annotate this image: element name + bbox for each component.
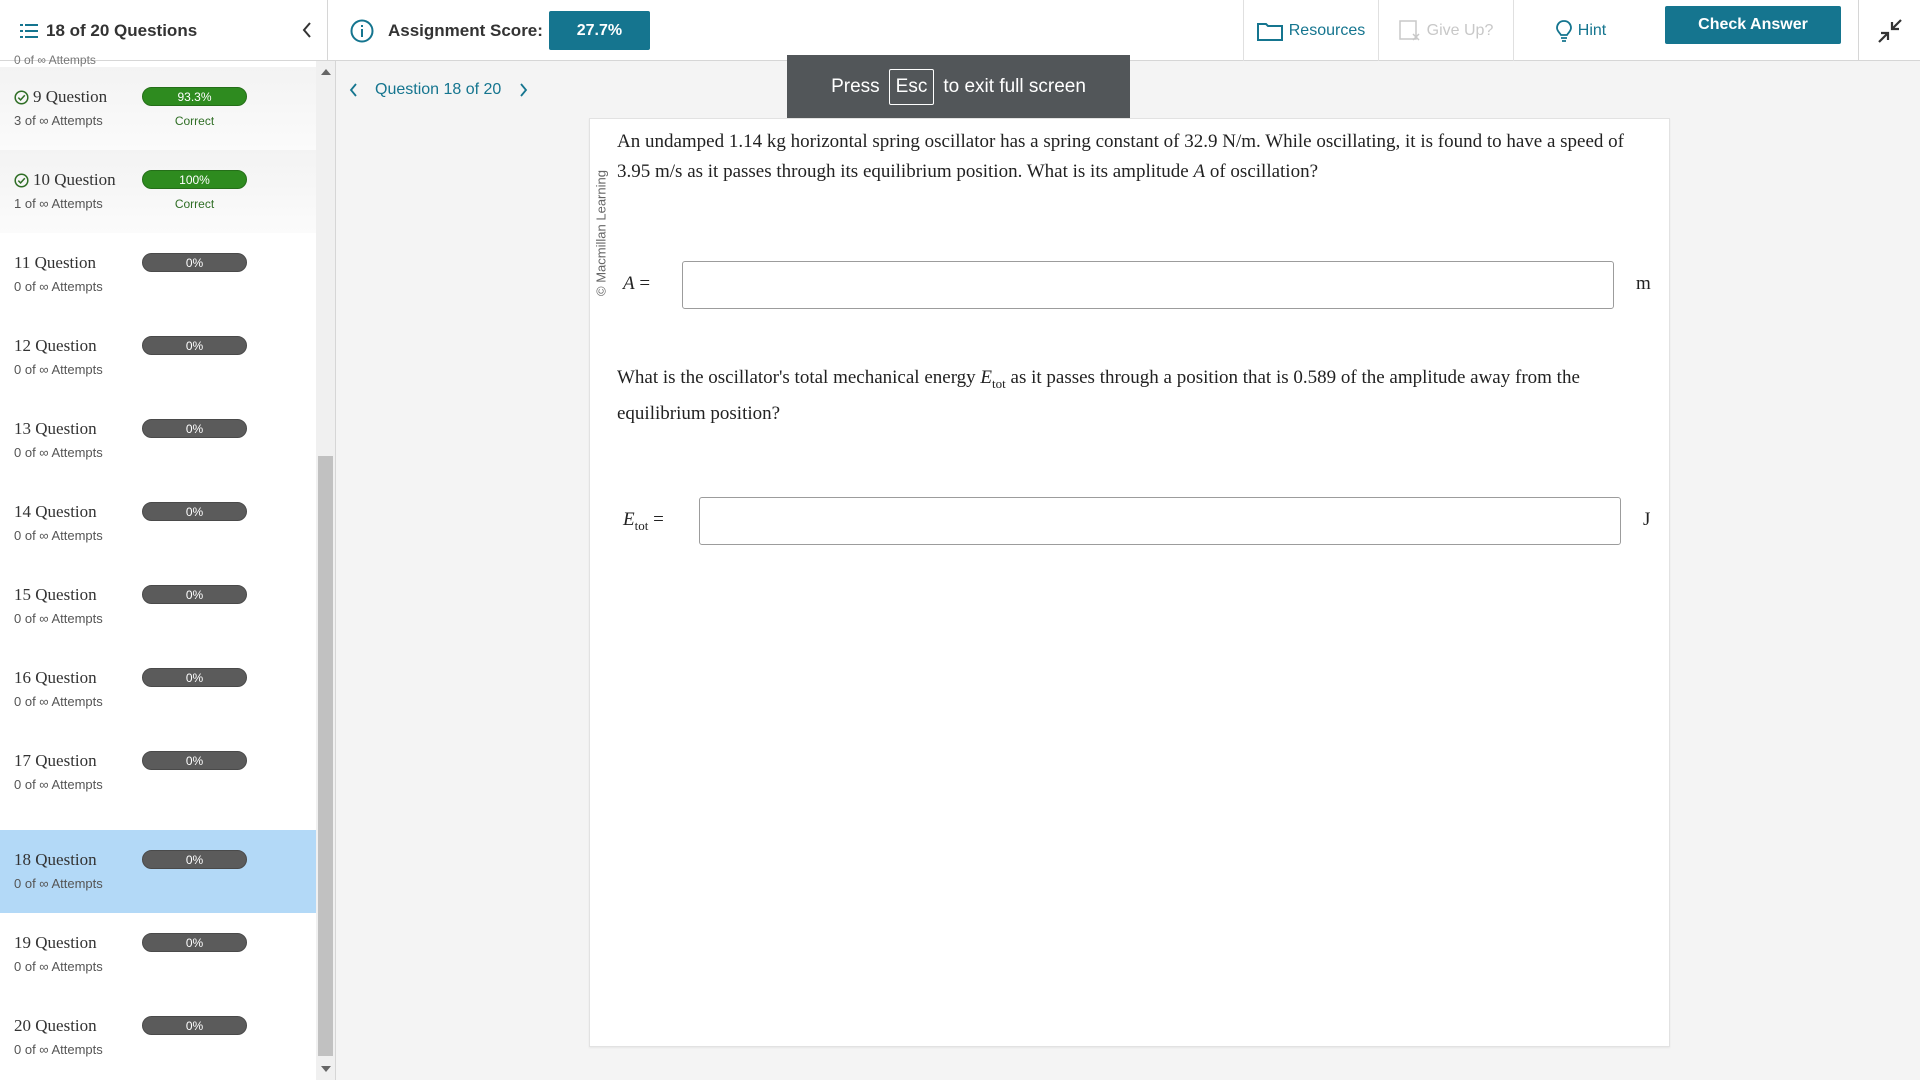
- attempts-label: 0 of ∞ Attempts: [14, 694, 103, 709]
- assignment-score: [350, 0, 650, 61]
- sidebar-item-question-20[interactable]: [0, 996, 316, 1079]
- give-up-button[interactable]: [1378, 0, 1513, 61]
- sidebar-item-question-17[interactable]: [0, 731, 316, 814]
- prompt-subscript: tot: [992, 375, 1006, 391]
- answer-equals: =: [648, 509, 664, 530]
- question-title: 20 Question: [14, 1016, 97, 1035]
- sidebar-item-question-13[interactable]: [0, 399, 316, 482]
- hint-label: Hint: [1577, 21, 1607, 39]
- question-title: 14 Question: [14, 502, 97, 521]
- give-up-icon: [1399, 20, 1421, 42]
- score-bar: 0%: [142, 751, 247, 770]
- score-bar: 0%: [142, 336, 247, 355]
- score-bar: 0%: [142, 419, 247, 438]
- question-panel: [589, 118, 1670, 1047]
- answer-label: [623, 509, 664, 534]
- check-circle-icon: [14, 90, 29, 105]
- attempts-label: 0 of ∞ Attempts: [14, 777, 103, 792]
- attempts-label: 0 of ∞ Attempts: [14, 1042, 103, 1057]
- exit-fullscreen-button[interactable]: [1858, 0, 1920, 61]
- answer-row-energy: [617, 497, 1657, 545]
- prompt-text: An undamped 1.14 kg horizontal spring oscillator has a spring constant of 32.9 N/m. While oscillating, it is found to have a speed of 3.95 m/s as it passes through its equilibrium position. What is its amplitude: [617, 131, 1624, 182]
- attempts-label: 3 of ∞ Attempts: [14, 113, 103, 128]
- score-bar: 0%: [142, 585, 247, 604]
- sidebar-item-question-12[interactable]: [0, 316, 316, 399]
- prompt-text: What is the oscillator's total mechanical energy: [617, 367, 981, 388]
- unit-label: J: [1643, 509, 1651, 530]
- check-answer-button[interactable]: Check Answer: [1665, 6, 1841, 44]
- scroll-up-arrow[interactable]: [321, 69, 331, 75]
- resources-label: Resources: [1288, 21, 1366, 39]
- sidebar-item-question-15[interactable]: [0, 565, 316, 648]
- sidebar-item-question-16[interactable]: [0, 648, 316, 731]
- question-title: 16 Question: [14, 668, 97, 687]
- score-badge: 27.7%: [549, 11, 650, 50]
- question-sidebar: [0, 53, 316, 1080]
- chevron-right-icon: [519, 83, 528, 97]
- attempts-label: 0 of ∞ Attempts: [14, 445, 103, 460]
- toast-suffix-text: to exit full screen: [943, 75, 1086, 97]
- copyright-notice: [590, 143, 612, 323]
- previous-question-button[interactable]: [345, 80, 361, 100]
- info-icon[interactable]: [350, 19, 374, 43]
- compress-icon: [1876, 17, 1904, 45]
- hint-button[interactable]: [1513, 0, 1648, 61]
- collapse-sidebar-button[interactable]: [297, 16, 317, 44]
- question-title: 15 Question: [14, 585, 97, 604]
- cut-off-attempts: 0 of ∞ Attempts: [14, 53, 96, 67]
- score-bar: 0%: [142, 502, 247, 521]
- sidebar-item-question-14[interactable]: [0, 482, 316, 565]
- sidebar-item-question-11[interactable]: [0, 233, 316, 316]
- question-navigation: [345, 78, 531, 102]
- score-bar: 0%: [142, 933, 247, 952]
- question-title: 11 Question: [14, 253, 97, 272]
- check-circle-icon: [14, 173, 29, 188]
- answer-subscript: tot: [634, 517, 649, 533]
- score-bar: 93.3%: [142, 87, 247, 106]
- scrollbar-thumb[interactable]: [318, 456, 333, 1056]
- prompt-text: as it passes through a position that is 0.589 of the amplitude away from the equilibrium position?: [617, 367, 1580, 424]
- resources-button[interactable]: [1243, 0, 1378, 61]
- score-label: Assignment Score:: [388, 20, 543, 40]
- question-title: 9 Question: [33, 87, 108, 106]
- question-count-label: 18 of 20 Questions: [46, 20, 198, 40]
- status-label: Correct: [174, 114, 215, 128]
- prompt-text: of oscillation?: [1205, 161, 1319, 182]
- question-count-header[interactable]: [0, 0, 328, 61]
- sidebar-scrollbar[interactable]: [316, 61, 336, 1080]
- attempts-label: 1 of ∞ Attempts: [14, 196, 103, 211]
- esc-key: Esc: [889, 69, 935, 105]
- attempts-label: 0 of ∞ Attempts: [14, 611, 103, 626]
- attempts-label: 0 of ∞ Attempts: [14, 528, 103, 543]
- prompt-variable: A: [1193, 161, 1206, 182]
- attempts-label: 0 of ∞ Attempts: [14, 279, 103, 294]
- attempts-label: 0 of ∞ Attempts: [14, 362, 103, 377]
- sidebar-item-question-9[interactable]: [0, 67, 316, 150]
- question-title: 10 Question: [33, 170, 116, 189]
- attempts-label: 0 of ∞ Attempts: [14, 959, 103, 974]
- folder-icon: [1257, 21, 1283, 41]
- energy-input[interactable]: [699, 497, 1621, 545]
- chevron-left-icon: [349, 83, 358, 97]
- score-bar: 100%: [142, 170, 247, 189]
- status-label: Correct: [174, 197, 215, 211]
- amplitude-input[interactable]: [682, 261, 1614, 309]
- attempts-label: 0 of ∞ Attempts: [14, 876, 103, 891]
- question-title: 18 Question: [14, 850, 97, 869]
- lightbulb-icon: [1556, 20, 1572, 42]
- answer-equals: =: [634, 273, 651, 294]
- question-title: 19 Question: [14, 933, 97, 952]
- question-title: 12 Question: [14, 336, 97, 355]
- question-prompt-2: [617, 363, 1657, 429]
- give-up-label: Give Up?: [1426, 21, 1494, 39]
- question-title: 17 Question: [14, 751, 97, 770]
- question-position-label: Question 18 of 20: [375, 81, 502, 98]
- question-title: 13 Question: [14, 419, 97, 438]
- scroll-down-arrow[interactable]: [321, 1066, 331, 1072]
- question-prompt-1: [617, 127, 1647, 187]
- unit-label: m: [1636, 273, 1651, 294]
- toast-press-text: Press: [831, 75, 880, 97]
- next-question-button[interactable]: [515, 80, 531, 100]
- list-icon: [20, 23, 38, 39]
- chevron-left-icon: [302, 22, 312, 38]
- answer-variable: A: [623, 273, 635, 294]
- score-bar: 0%: [142, 253, 247, 272]
- prompt-variable: E: [980, 367, 993, 388]
- answer-variable: E: [623, 509, 635, 530]
- answer-label: [623, 273, 650, 295]
- answer-row-amplitude: [617, 261, 1657, 309]
- fullscreen-toast: [787, 55, 1130, 118]
- sidebar-item-question-10[interactable]: [0, 150, 316, 233]
- top-bar: [0, 0, 1920, 61]
- sidebar-item-question-18[interactable]: [0, 830, 316, 913]
- copyright-text: © Macmillan Learning: [593, 170, 609, 296]
- score-bar: 0%: [142, 668, 247, 687]
- score-bar: 0%: [142, 850, 247, 869]
- score-bar: 0%: [142, 1016, 247, 1035]
- sidebar-item-question-19[interactable]: [0, 913, 316, 996]
